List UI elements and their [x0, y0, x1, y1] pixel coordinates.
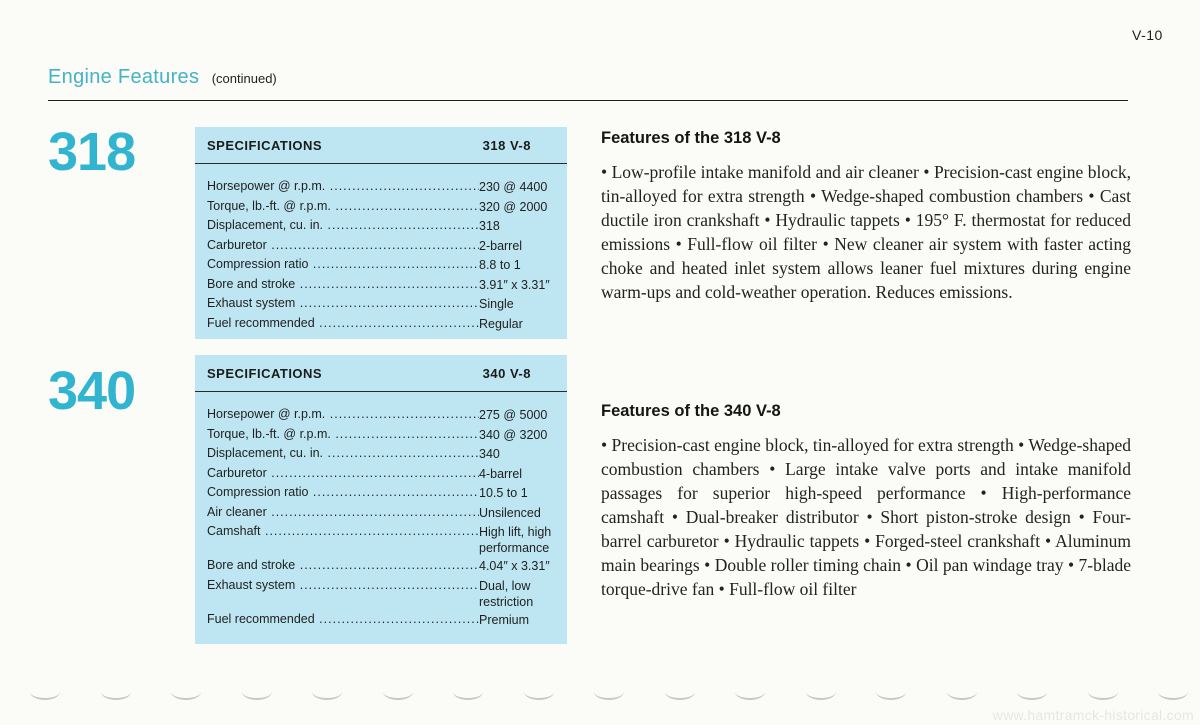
spec-label: Bore and stroke ..... — [207, 275, 479, 295]
scallop-notch — [1158, 684, 1188, 700]
scallop-notch — [594, 684, 624, 700]
section-subtitle: (continued) — [211, 71, 277, 86]
spec-value: Dual, low restriction — [479, 578, 534, 609]
spec-label: Exhaust system ..... — [207, 294, 479, 314]
features-318 — [601, 129, 1131, 304]
spec-label: Carburetor ..... — [207, 236, 479, 256]
spec-label: Bore and stroke ..... — [207, 556, 479, 576]
spec-value: 10.5 to 1 — [479, 486, 528, 500]
page-number: V-10 — [1132, 27, 1163, 43]
scallop-notch — [806, 684, 836, 700]
spec-row — [207, 464, 567, 484]
spec-row — [207, 294, 567, 314]
spec-row — [207, 177, 567, 197]
spec-value: Unsilenced — [479, 505, 541, 520]
spec-value: 230 @ 4400 — [479, 180, 548, 194]
spec-value: 340 @ 3200 — [479, 427, 548, 442]
spec-row — [207, 522, 567, 556]
features-340 — [601, 402, 1131, 601]
features-340-text: • Precision-cast engine block, tin-alloyed for extra strength • Wedge-shaped combustion chambers • Large intake valve ports and intake manifold passages for superior high-speed performance • High-performance camshaft • Dual-breaker distributor • Short piston-stroke design • Four-barrel carburetor • Hydraulic tappets • Forged-steel crankshaft • Aluminum main bearings • Double roller timing chain • Oil pan windage tray • 7-blade torque-drive fan • Full-flow oil filter — [601, 435, 1131, 599]
spec-value: 2-barrel — [479, 238, 523, 253]
spec-value: Premium — [479, 612, 530, 627]
spec-label: Horsepower @ r.p.m. ..... — [207, 405, 479, 425]
spec-value: 340 — [479, 447, 500, 461]
spec-value: Regular — [479, 316, 523, 331]
scallop-notch — [1088, 684, 1118, 700]
scallop-notch — [876, 684, 906, 700]
spec-row — [207, 444, 567, 464]
spec-value: 4-barrel — [479, 466, 523, 481]
spec-label: Displacement, cu. in. ..... — [207, 444, 479, 464]
spec-row — [207, 236, 567, 256]
spec-value: 320 @ 2000 — [479, 199, 548, 214]
section-title: Engine Features — [48, 66, 200, 88]
spec-label: Compression ratio ..... — [207, 255, 479, 275]
spec-label: Camshaft ..... — [207, 522, 479, 556]
scallop-notch — [312, 684, 342, 700]
scallop-notch — [665, 684, 695, 700]
spec-label: Torque, lb.-ft. @ r.p.m. ..... — [207, 197, 479, 217]
spec-value: High lift, high performance — [479, 525, 552, 555]
scallop-notch — [101, 684, 131, 700]
watermark: www.hamtramck-historical.com — [992, 707, 1194, 723]
scallop-notch — [30, 684, 60, 700]
scallop-notch — [453, 684, 483, 700]
spec-label: Carburetor ..... — [207, 464, 479, 484]
spec-label: Fuel recommended ..... — [207, 314, 479, 334]
spec-label: Air cleaner ..... — [207, 503, 479, 523]
spec-row — [207, 255, 567, 275]
spec-row — [207, 610, 567, 630]
engine-318-number: 318 — [48, 122, 136, 182]
section-header — [48, 66, 277, 89]
spec-rows-318 — [195, 164, 567, 339]
spec-value: 8.8 to 1 — [479, 258, 521, 272]
spec-row — [207, 197, 567, 217]
spec-value: 318 — [479, 219, 500, 233]
spec-row — [207, 425, 567, 445]
spec-heading: SPECIFICATIONS — [207, 365, 323, 381]
spec-row — [207, 503, 567, 523]
features-318-text: • Low-profile intake manifold and air cleaner • Precision-cast engine block, tin-alloyed for extra strength • Wedge-shaped combustion chambers • Cast ductile iron crankshaft • Hydraulic tappets • 195° F. thermostat for reduced emissions • Full-flow oil filter • New cleaner air system with faster acting choke and heated inlet system allows leaner fuel mixtures during engine warm-ups and cold-weather operation. Reduces emissions. — [601, 162, 1131, 302]
spec-value: Single — [479, 297, 514, 311]
spec-label: Compression ratio ..... — [207, 483, 479, 503]
spec-value: 4.04″ x 3.31″ — [479, 559, 550, 573]
spec-row — [207, 576, 567, 610]
scallop-notch — [524, 684, 554, 700]
spec-box-318 — [195, 127, 567, 339]
features-340-title: Features of the 340 V-8 — [601, 402, 781, 420]
spec-label: Fuel recommended ..... — [207, 610, 479, 630]
spec-value: 3.91″ x 3.31″ — [479, 277, 550, 292]
spec-row — [207, 216, 567, 236]
scallop-notch — [947, 684, 977, 700]
spec-row — [207, 405, 567, 425]
spec-label: Torque, lb.-ft. @ r.p.m. ..... — [207, 425, 479, 445]
spec-model: 318 V-8 — [482, 137, 531, 153]
spec-label: Exhaust system ..... — [207, 576, 479, 610]
spec-row — [207, 275, 567, 295]
spec-model: 340 V-8 — [482, 365, 531, 381]
spec-rows-340 — [195, 392, 567, 635]
spec-row — [207, 483, 567, 503]
scallop-notch — [171, 684, 201, 700]
spec-box-340 — [195, 355, 567, 644]
spec-value: 275 @ 5000 — [479, 408, 548, 422]
engine-340-number: 340 — [48, 361, 136, 421]
scallop-notch — [383, 684, 413, 700]
spec-header-318 — [195, 127, 567, 164]
features-318-title: Features of the 318 V-8 — [601, 129, 781, 147]
spec-label: Horsepower @ r.p.m. ..... — [207, 177, 479, 197]
spec-heading: SPECIFICATIONS — [207, 137, 323, 153]
scallop-notch — [735, 684, 765, 700]
scallop-notch — [1017, 684, 1047, 700]
spec-row — [207, 314, 567, 334]
spec-label: Displacement, cu. in. ..... — [207, 216, 479, 236]
spec-header-340 — [195, 355, 567, 392]
spec-row — [207, 556, 567, 576]
header-rule — [48, 100, 1128, 101]
scallop-notch — [242, 684, 272, 700]
page-edge-scallops — [30, 684, 1170, 704]
